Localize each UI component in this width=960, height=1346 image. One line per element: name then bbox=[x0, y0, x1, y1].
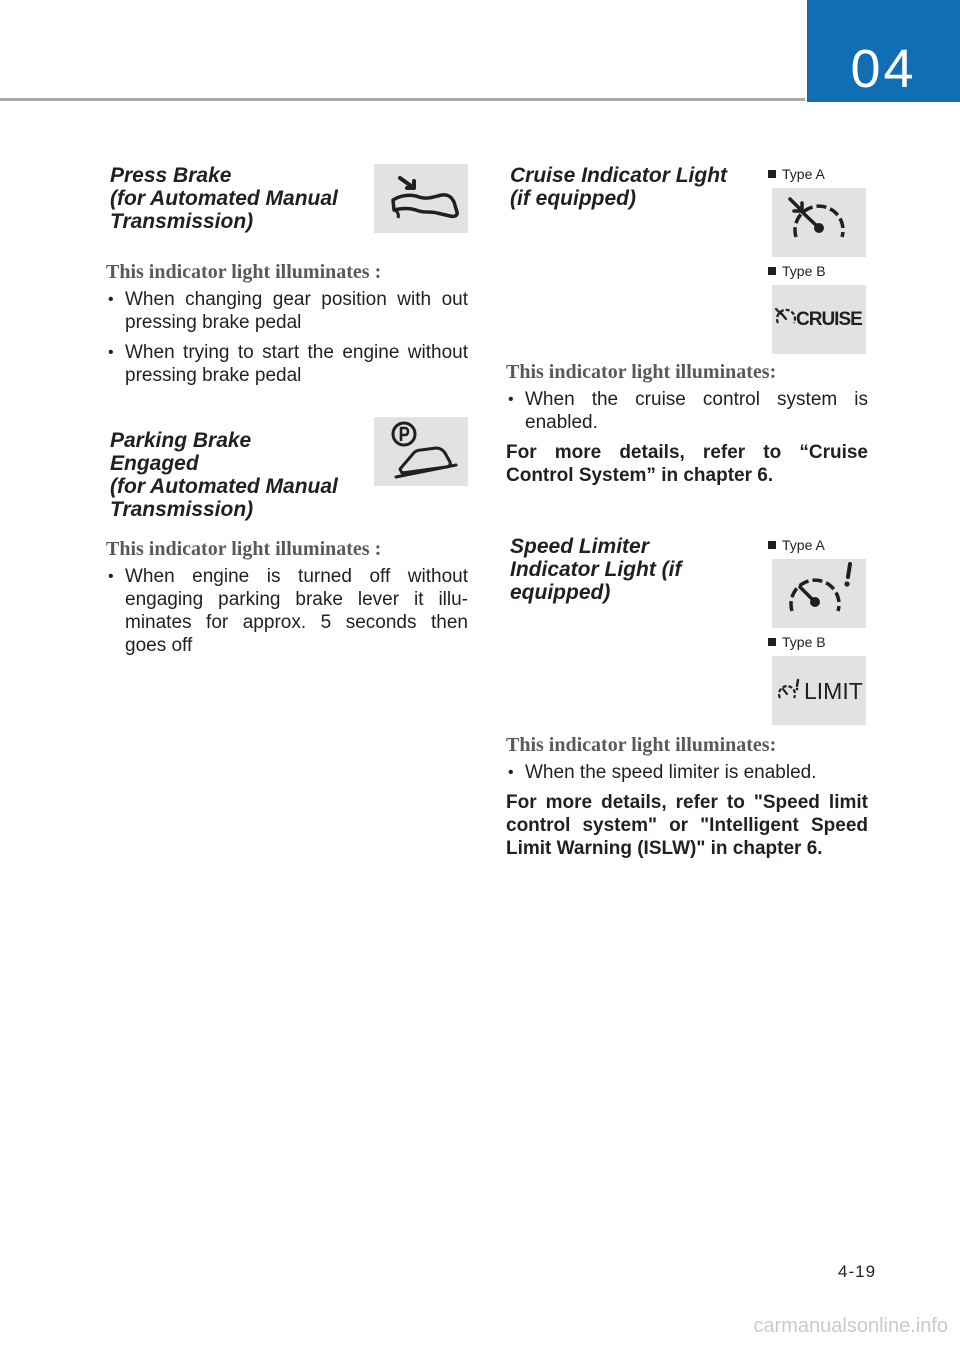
cruise-text-icon: CRUISE bbox=[772, 285, 866, 354]
cruise-type-a-label: Type A bbox=[768, 166, 868, 182]
press-brake-bullet-list bbox=[106, 288, 468, 387]
watermark: carmanualsonline.info bbox=[753, 1315, 948, 1337]
chapter-number: 04 bbox=[850, 39, 917, 99]
left-column bbox=[106, 162, 468, 664]
list-item: • When engine is turned off without engaging parking brake lever it illu-minates for approx. 5 seconds then goes off bbox=[106, 565, 468, 657]
list-item: • When the cruise control system is enabled. bbox=[506, 388, 868, 434]
header-rule bbox=[0, 98, 805, 101]
speed-limiter-illuminates-label: This indicator light illuminates: bbox=[506, 734, 777, 756]
square-bullet-icon bbox=[768, 541, 776, 549]
press-brake-title: Press Brake (for Automated Manual Transmission) bbox=[110, 164, 338, 233]
speed-limiter-type-a-label: Type A bbox=[768, 537, 868, 553]
press-brake-section bbox=[106, 162, 468, 387]
cruise-speedometer-icon bbox=[772, 188, 866, 257]
square-bullet-icon bbox=[768, 170, 776, 178]
speed-limiter-section bbox=[506, 535, 868, 860]
list-item: • When trying to start the engine without pressing brake pedal bbox=[106, 341, 468, 387]
speed-limiter-reference: For more details, refer to "Speed limit control system" or "Intelligent Speed Limit Warning (ISLW)" in chapter 6. bbox=[506, 792, 868, 859]
cruise-title: Cruise Indicator Light (if equipped) bbox=[510, 164, 728, 210]
speed-limiter-gauge-icon bbox=[772, 559, 866, 628]
cruise-bullet-list bbox=[506, 388, 868, 434]
list-item: • When the speed limiter is enabled. bbox=[506, 761, 868, 784]
square-bullet-icon bbox=[768, 267, 776, 275]
parking-brake-bullet-list bbox=[106, 565, 468, 657]
parking-brake-car-icon bbox=[374, 417, 468, 486]
cruise-reference: For more details, refer to “Cruise Control System” in chapter 6. bbox=[506, 442, 868, 486]
limit-text-icon: LIMIT bbox=[772, 656, 866, 725]
press-brake-illuminates-label: This indicator light illuminates : bbox=[106, 261, 382, 283]
cruise-type-b-label: Type B bbox=[768, 263, 868, 279]
chapter-tab bbox=[807, 0, 960, 102]
parking-brake-section bbox=[106, 429, 468, 657]
speed-limiter-type-b-label: Type B bbox=[768, 634, 868, 650]
cruise-section bbox=[506, 162, 868, 487]
speed-limiter-type-group bbox=[768, 537, 868, 731]
list-item: • When changing gear position with out pressing brake pedal bbox=[106, 288, 468, 334]
page-number: 4-19 bbox=[838, 1262, 877, 1281]
right-column bbox=[506, 162, 868, 860]
parking-brake-illuminates-label: This indicator light illuminates : bbox=[106, 538, 382, 560]
cruise-illuminates-label: This indicator light illuminates: bbox=[506, 361, 777, 383]
parking-brake-title: Parking Brake Engaged (for Automated Manual Transmission) bbox=[110, 429, 338, 521]
speed-limiter-bullet-list bbox=[506, 761, 868, 784]
speed-limiter-title: Speed Limiter Indicator Light (if equipped) bbox=[510, 535, 682, 604]
cruise-type-group bbox=[768, 166, 868, 360]
square-bullet-icon bbox=[768, 638, 776, 646]
press-brake-foot-icon bbox=[374, 164, 468, 233]
